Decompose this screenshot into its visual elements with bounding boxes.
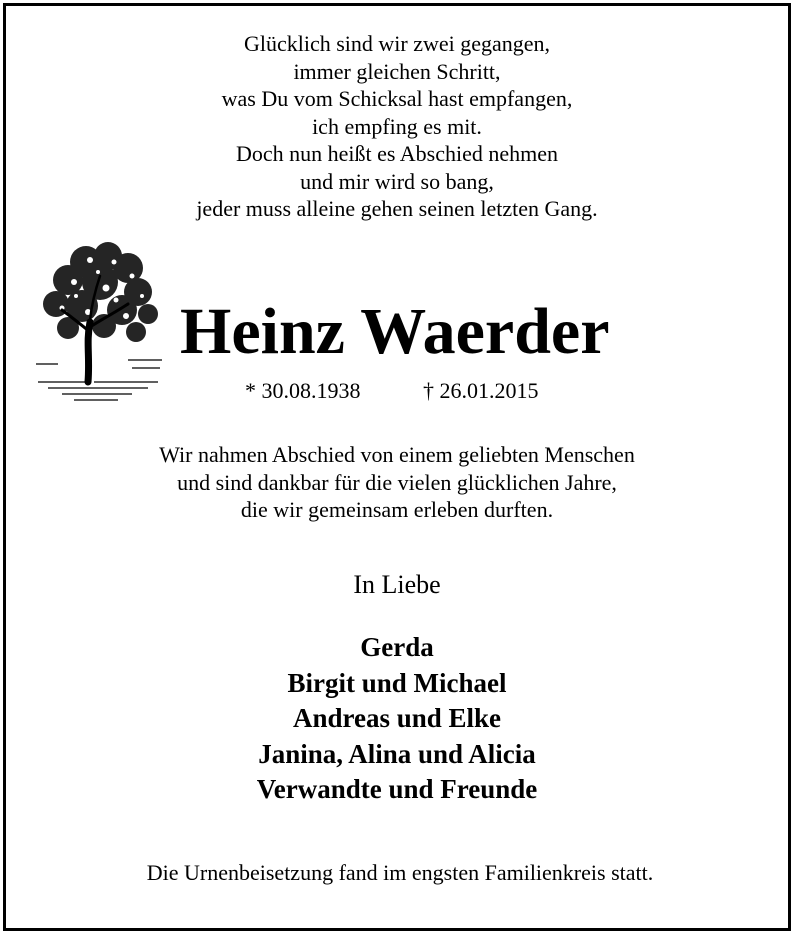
mourner-entry: Verwandte und Freunde xyxy=(256,774,538,804)
mourner-entry: Birgit und Michael xyxy=(287,667,507,698)
burial-notice: Die Urnenbeisetzung fand im engsten Familienkreis statt. xyxy=(146,860,654,885)
poem-line: ich empfing es mit. xyxy=(312,113,482,139)
poem-line: und mir wird so bang, xyxy=(300,168,494,194)
poem-line: Glücklich sind wir zwei gegangen, xyxy=(243,31,551,56)
birth-date: * 30.08.1938 xyxy=(245,378,361,403)
mourners-list xyxy=(0,630,794,808)
poem-line: jeder muss alleine gehen seinen letzten Gang. xyxy=(196,196,598,221)
tree-icon xyxy=(28,232,168,407)
farewell-text xyxy=(0,441,794,524)
poem xyxy=(0,30,794,223)
mourner-entry: Gerda xyxy=(360,632,434,662)
farewell-line: die wir gemeinsam erleben durften. xyxy=(240,497,554,522)
farewell-line: und sind dankbar für die vielen glücklichen Jahre, xyxy=(177,469,617,495)
farewell-line: Wir nahmen Abschied von einem geliebten Menschen xyxy=(159,442,635,467)
poem-line: Doch nun heißt es Abschied nehmen xyxy=(236,141,558,166)
mourner-entry: Janina, Alina und Alicia xyxy=(258,738,536,769)
death-date: † 26.01.2015 xyxy=(423,378,539,403)
poem-line: immer gleichen Schritt, xyxy=(293,58,501,84)
poem-line: was Du vom Schicksal hast empfangen, xyxy=(221,86,573,111)
deceased-name: Heinz Waerder xyxy=(180,295,610,368)
closing-phrase: In Liebe xyxy=(353,570,441,599)
mourner-entry: Andreas und Elke xyxy=(292,703,502,733)
